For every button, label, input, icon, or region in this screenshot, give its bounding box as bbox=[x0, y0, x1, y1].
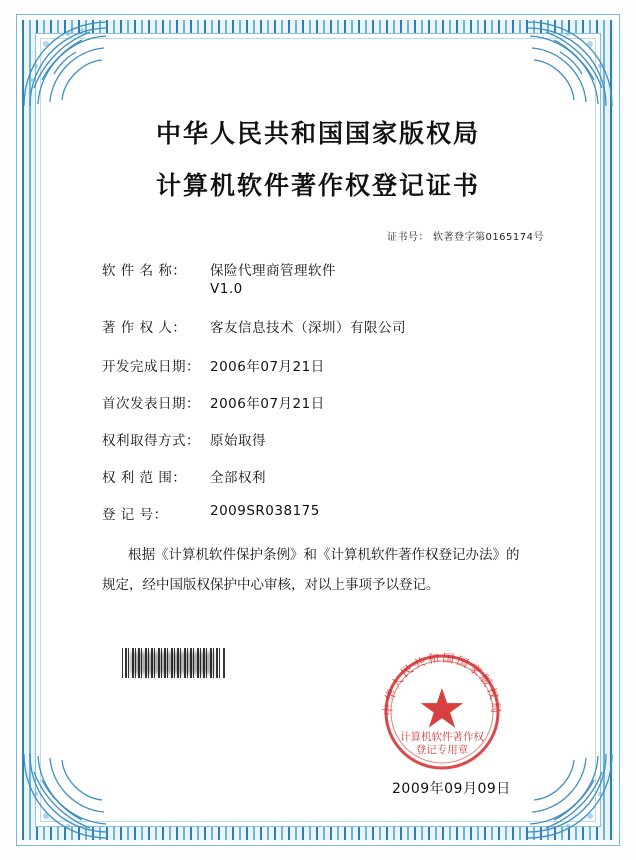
field-value-text: 原始取得 bbox=[210, 433, 266, 449]
field-list bbox=[78, 259, 558, 523]
field-label: 开发完成日期： bbox=[102, 359, 200, 375]
legal-statement-line-2 bbox=[102, 570, 550, 600]
certificate-number-label: 证书号： bbox=[386, 232, 429, 243]
svg-text:计算机软件著作权: 计算机软件著作权 bbox=[400, 731, 484, 743]
field-label: 著 作 权 人： bbox=[102, 320, 187, 336]
certificate-number-value: 软著登字第0165174号 bbox=[432, 232, 544, 243]
certificate-content bbox=[48, 52, 588, 808]
field-software-name bbox=[102, 259, 558, 297]
field-development-completion-date bbox=[102, 355, 558, 375]
field-value-text: 全部权利 bbox=[210, 470, 266, 486]
field-acquisition-method bbox=[102, 429, 558, 449]
svg-text:中华人民共和国国家版权局: 中华人民共和国国家版权局 bbox=[380, 650, 504, 717]
field-label: 权 利 范 围： bbox=[102, 470, 187, 486]
certificate-number bbox=[78, 228, 558, 243]
field-registration-number bbox=[102, 503, 558, 523]
field-label: 权利取得方式： bbox=[102, 433, 200, 449]
field-copyright-owner bbox=[102, 316, 558, 336]
field-first-publication-date bbox=[102, 392, 558, 412]
legal-statement bbox=[78, 540, 558, 600]
field-value-version: V1.0 bbox=[210, 281, 243, 297]
field-value-text: 2009SR038175 bbox=[210, 503, 320, 519]
official-seal-stamp bbox=[378, 648, 506, 776]
field-value-text: 2006年07月21日 bbox=[210, 359, 325, 375]
field-label: 首次发表日期： bbox=[102, 396, 200, 412]
field-label: 登 记 号： bbox=[102, 507, 168, 523]
svg-text:登记专用章: 登记专用章 bbox=[415, 744, 469, 756]
legal-statement-text-1: 根据《计算机软件保护条例》和《计算机软件著作权登记办法》的 bbox=[128, 547, 520, 563]
field-rights-scope bbox=[102, 466, 558, 486]
barcode-smudge-overlay bbox=[130, 652, 214, 674]
legal-statement-text-2: 规定，经中国版权保护中心审核，对以上事项予以登记。 bbox=[102, 577, 440, 593]
page-title-certificate: 计算机软件著作权登记证书 bbox=[155, 171, 480, 200]
field-value bbox=[210, 259, 558, 297]
field-value-text: 2006年07月21日 bbox=[210, 396, 325, 412]
page-title-authority: 中华人民共和国国家版权局 bbox=[155, 119, 480, 148]
issue-date: 2009年09月09日 bbox=[392, 781, 511, 797]
legal-statement-line-1 bbox=[102, 540, 550, 570]
field-label: 软 件 名 称： bbox=[102, 263, 187, 279]
field-value-text: 客友信息技术（深圳）有限公司 bbox=[210, 320, 406, 336]
field-value-text: 保险代理商管理软件 bbox=[210, 263, 336, 279]
